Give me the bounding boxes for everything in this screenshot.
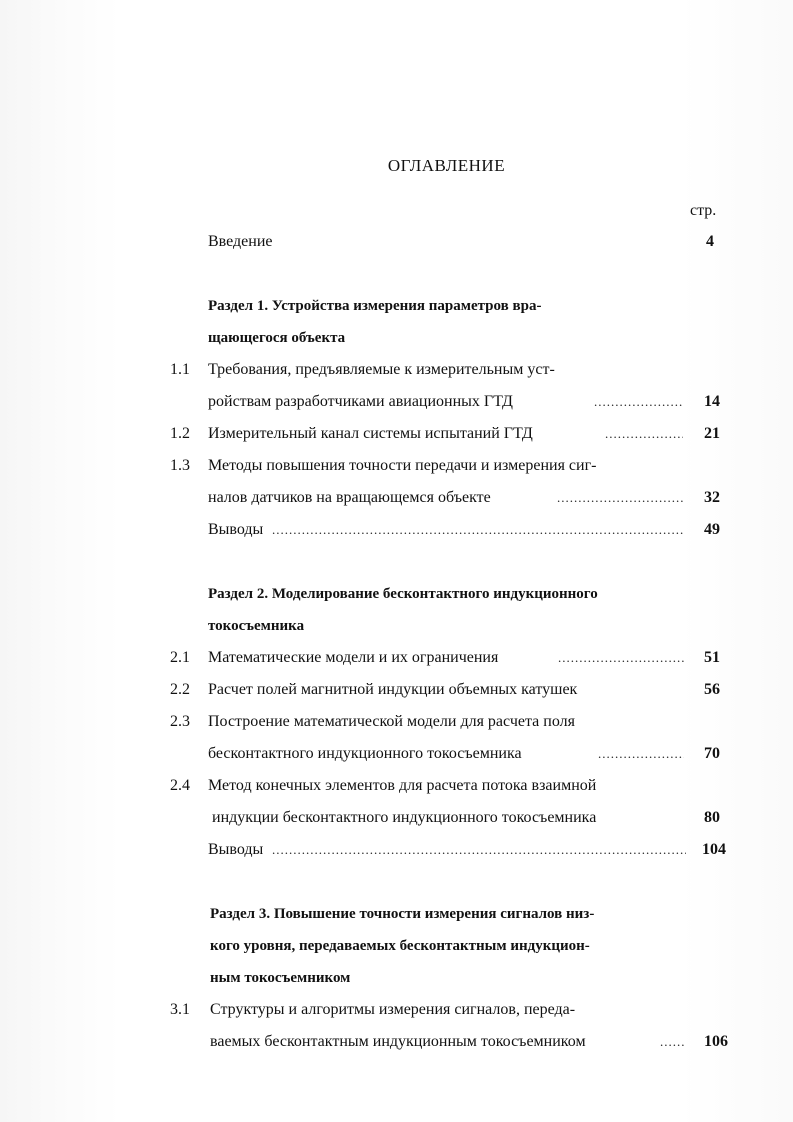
leader-dots xyxy=(272,517,684,543)
entry-text: Выводы xyxy=(208,841,264,858)
entry-text: Структуры и алгоритмы измерения сигналов, переда- xyxy=(210,1001,576,1018)
toc-entry xyxy=(0,645,793,671)
entry-text: Выводы xyxy=(208,521,264,538)
section-heading-line: Раздел 3. Повышение точности измерения сигналов низ- xyxy=(210,906,595,922)
entry-text: Методы повышения точности передачи и измерения сиг- xyxy=(208,457,597,474)
entry-text: Введение xyxy=(208,233,273,250)
entry-text: Метод конечных элементов для расчета потока взаимной xyxy=(208,777,597,794)
page-title: ОГЛАВЛЕНИЕ xyxy=(387,156,506,175)
entry-text: ройствам разработчиками авиационных ГТД xyxy=(208,393,513,410)
entry-text: Математические модели и их ограничения xyxy=(208,649,499,666)
entry-number: 1.2 xyxy=(170,425,190,442)
page-number: 51 xyxy=(704,649,720,666)
toc-entry-conclusions xyxy=(0,517,793,543)
page-number: 49 xyxy=(704,521,720,538)
section-heading-line: кого уровня, передаваемых бесконтактным индукцион- xyxy=(210,938,590,954)
page-number: 56 xyxy=(704,681,720,698)
leader-dots xyxy=(272,837,686,863)
toc-entry-continuation xyxy=(0,485,793,511)
section-heading-line: Раздел 1. Устройства измерения параметров вра- xyxy=(208,298,542,314)
toc-entry-conclusions xyxy=(0,837,793,863)
entry-number: 2.4 xyxy=(170,777,190,794)
entry-text: Расчет полей магнитной индукции объемных катушек xyxy=(208,681,578,698)
page-number: 4 xyxy=(706,233,714,250)
page-number: 106 xyxy=(704,1033,728,1050)
section-heading-line: Раздел 2. Моделирование бесконтактного индукционного xyxy=(208,586,598,602)
page-number: 70 xyxy=(704,745,720,762)
entry-number: 2.3 xyxy=(170,713,190,730)
entry-number: 3.1 xyxy=(170,1001,190,1018)
page-number: 104 xyxy=(702,841,726,858)
entry-text: ваемых бесконтактным индукционным токосъемником xyxy=(210,1033,586,1050)
entry-number: 1.1 xyxy=(170,361,190,378)
section-heading-line: ным токосъемником xyxy=(210,970,351,986)
toc-entry-continuation xyxy=(0,805,793,831)
entry-text: бесконтактного индукционного токосъемника xyxy=(208,745,522,762)
entry-text: налов датчиков на вращающемся объекте xyxy=(208,489,491,506)
entry-text: индукции бесконтактного индукционного токосъемника xyxy=(212,809,597,826)
toc-entry-continuation xyxy=(0,389,793,415)
section-heading-line: щающегося объекта xyxy=(208,330,346,346)
entry-text: Требования, предъявляемые к измерительным уст- xyxy=(208,361,555,378)
toc-entry xyxy=(0,421,793,447)
page-number: 80 xyxy=(704,809,720,826)
toc-entry-continuation xyxy=(0,1029,793,1055)
toc-entry-continuation xyxy=(0,741,793,767)
page-number: 14 xyxy=(704,393,720,410)
toc-entry-intro xyxy=(0,229,793,255)
entry-number: 1.3 xyxy=(170,457,190,474)
page-number: 21 xyxy=(704,425,720,442)
entry-number: 2.1 xyxy=(170,649,190,666)
toc-entry xyxy=(0,677,793,703)
entry-text: Построение математической модели для расчета поля xyxy=(208,713,575,730)
pages-column-label: стр. xyxy=(690,202,717,219)
entry-text: Измерительный канал системы испытаний ГТД xyxy=(208,425,533,442)
section-heading-line: токосъемника xyxy=(208,618,305,634)
entry-number: 2.2 xyxy=(170,681,190,698)
page-number: 32 xyxy=(704,489,720,506)
